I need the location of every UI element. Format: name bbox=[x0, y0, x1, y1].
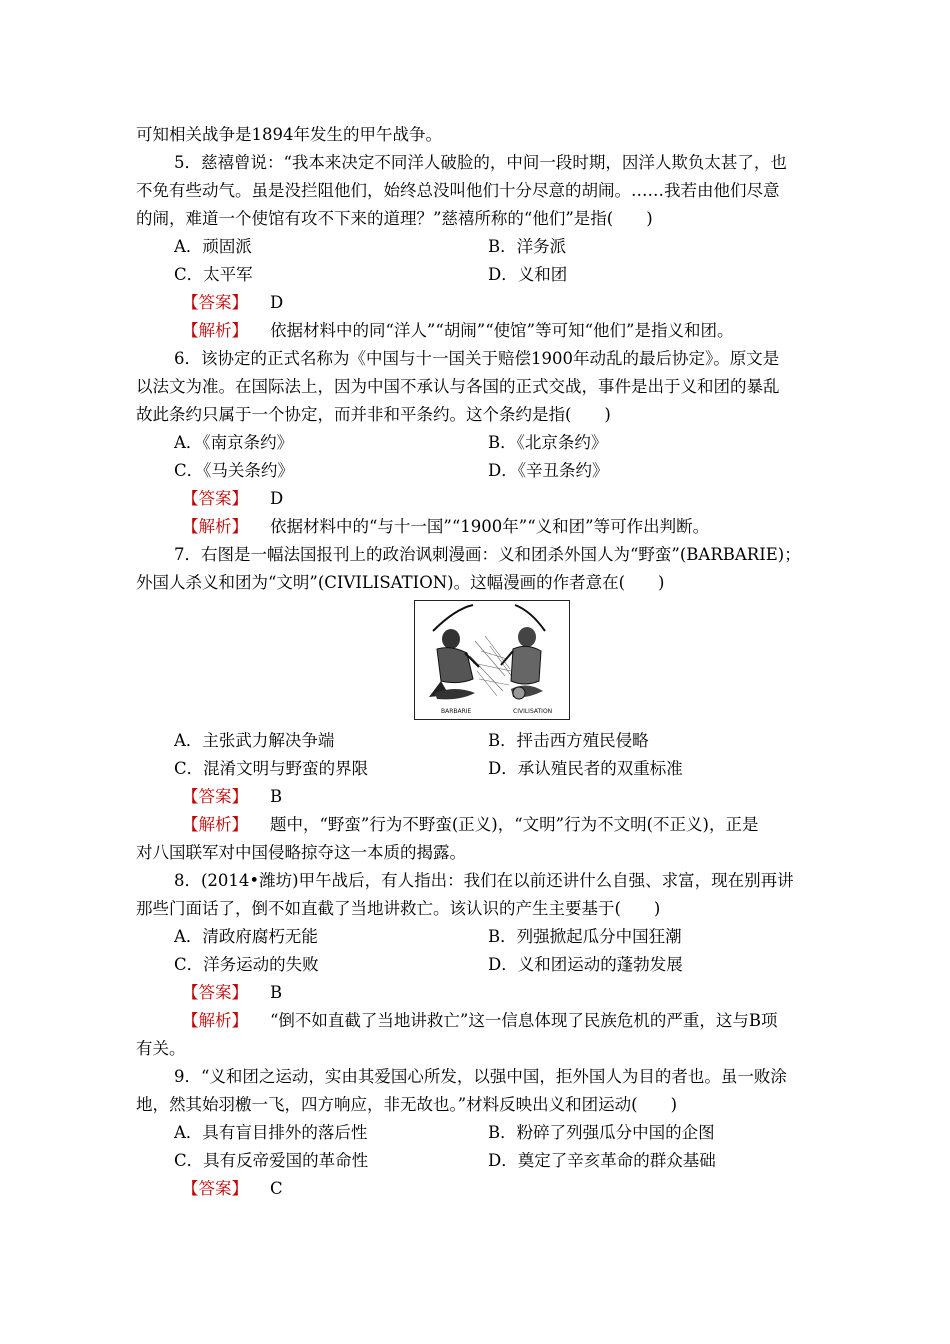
analysis-tag: 【解析】 bbox=[182, 517, 248, 536]
option-b: B．列强掀起瓜分中国狂潮 bbox=[488, 927, 682, 946]
analysis-line bbox=[182, 516, 709, 538]
answer-tag: 【答案】 bbox=[182, 983, 248, 1002]
answer-value: D bbox=[270, 489, 284, 508]
cartoon-drawing bbox=[415, 601, 569, 719]
question-6-text: 故此条约只属于一个协定，而并非和平条约。这个条约是指( ) bbox=[136, 405, 611, 424]
answer-tag: 【答案】 bbox=[182, 1179, 248, 1198]
cartoon-caption-right: CIVILISATION bbox=[513, 708, 553, 715]
answer-value: B bbox=[270, 983, 283, 1002]
option-c: C．混淆文明与野蛮的界限 bbox=[174, 759, 369, 778]
answer-value: C bbox=[270, 1179, 283, 1198]
answer-line bbox=[182, 292, 283, 314]
analysis-line bbox=[182, 320, 733, 342]
option-d: D．承认殖民者的双重标准 bbox=[488, 759, 683, 778]
paragraph-line: 可知相关战争是1894年发生的甲午战争。 bbox=[136, 125, 442, 144]
option-b: B．《北京条约》 bbox=[488, 433, 608, 452]
question-6-text: 6．该协定的正式名称为《中国与十一国关于赔偿1900年动乱的最后协定》。原文是 bbox=[174, 349, 780, 368]
option-b: B．抨击西方殖民侵略 bbox=[488, 731, 649, 750]
option-c: C．《马关条约》 bbox=[174, 461, 294, 480]
cartoon-caption-left: BARBARIE bbox=[441, 708, 472, 715]
answer-line bbox=[182, 488, 283, 510]
analysis-text: 依据材料中的同“洋人”“胡闹”“使馆”等可知“他们”是指义和团。 bbox=[270, 321, 734, 340]
question-5-text: 不免有些动气。虽是没拦阻他们，始终总没叫他们十分尽意的胡闹。……我若由他们尽意 bbox=[136, 181, 780, 200]
answer-value: D bbox=[270, 293, 284, 312]
option-b: B．洋务派 bbox=[488, 237, 567, 256]
option-a: A．《南京条约》 bbox=[174, 433, 294, 452]
question-8-text: 那些门面话了，倒不如直截了当地讲救亡。该认识的产生主要基于( ) bbox=[136, 899, 661, 918]
option-c: C．洋务运动的失败 bbox=[174, 955, 319, 974]
answer-line bbox=[182, 982, 282, 1004]
question-9-text: 地，然其始羽檄一飞，四方响应，非无故也。”材料反映出义和团运动( ) bbox=[136, 1095, 678, 1114]
option-d: D．义和团 bbox=[488, 265, 568, 284]
analysis-tag: 【解析】 bbox=[182, 1011, 248, 1030]
analysis-tag: 【解析】 bbox=[182, 815, 248, 834]
question-6-text: 以法文为准。在国际法上，因为中国不承认与各国的正式交战，事件是出于义和团的暴乱 bbox=[136, 377, 780, 396]
analysis-text: 题中，“野蛮”行为不野蛮(正义)，“文明”行为不文明(不正义)，正是 bbox=[270, 815, 759, 834]
option-a: A．主张武力解决争端 bbox=[174, 731, 335, 750]
question-8-text: 8．(2014•潍坊)甲午战后，有人指出：我们在以前还讲什么自强、求富，现在别再讲 bbox=[174, 871, 794, 890]
option-a: A．具有盲目排外的落后性 bbox=[174, 1123, 368, 1142]
option-d: D．义和团运动的蓬勃发展 bbox=[488, 955, 683, 974]
question-9-text: 9．“义和团之运动，实由其爱国心所发，以强中国，拒外国人为目的者也。虽一败涂 bbox=[174, 1067, 787, 1086]
answer-line bbox=[182, 786, 282, 808]
answer-tag: 【答案】 bbox=[182, 489, 248, 508]
analysis-text: 有关。 bbox=[136, 1039, 186, 1058]
question-7-text: 外国人杀义和团为“文明”(CIVILISATION)。这幅漫画的作者意在( ) bbox=[136, 573, 665, 592]
option-c: C．具有反帝爱国的革命性 bbox=[174, 1151, 369, 1170]
analysis-text: 对八国联军对中国侵略掠夺这一本质的揭露。 bbox=[136, 843, 466, 862]
analysis-line bbox=[182, 814, 759, 836]
option-a: A．清政府腐朽无能 bbox=[174, 927, 318, 946]
option-a: A．顽固派 bbox=[174, 237, 252, 256]
answer-line bbox=[182, 1178, 283, 1200]
analysis-line bbox=[182, 1010, 778, 1032]
option-c: C．太平军 bbox=[174, 265, 253, 284]
answer-value: B bbox=[270, 787, 283, 806]
answer-tag: 【答案】 bbox=[182, 787, 248, 806]
option-d: D．奠定了辛亥革命的群众基础 bbox=[488, 1151, 716, 1170]
answer-tag: 【答案】 bbox=[182, 293, 248, 312]
option-b: B．粉碎了列强瓜分中国的企图 bbox=[488, 1123, 715, 1142]
political-cartoon-image bbox=[414, 600, 570, 720]
analysis-tag: 【解析】 bbox=[182, 321, 248, 340]
option-d: D．《辛丑条约》 bbox=[488, 461, 609, 480]
question-7-text: 7．右图是一幅法国报刊上的政治讽刺漫画：义和团杀外国人为“野蛮”(BARBARIE)； bbox=[174, 545, 801, 564]
analysis-text: 依据材料中的“与十一国”“1900年”“义和团”等可作出判断。 bbox=[270, 517, 710, 536]
question-5-text: 5．慈禧曾说：“我本来决定不同洋人破脸的，中间一段时期，因洋人欺负太甚了，也 bbox=[174, 153, 787, 172]
question-5-text: 的闹，难道一个使馆有攻不下来的道理？”慈禧所称的“他们”是指( ) bbox=[136, 209, 653, 228]
analysis-text: “倒不如直截了当地讲救亡”这一信息体现了民族危机的严重，这与B项 bbox=[270, 1011, 778, 1030]
